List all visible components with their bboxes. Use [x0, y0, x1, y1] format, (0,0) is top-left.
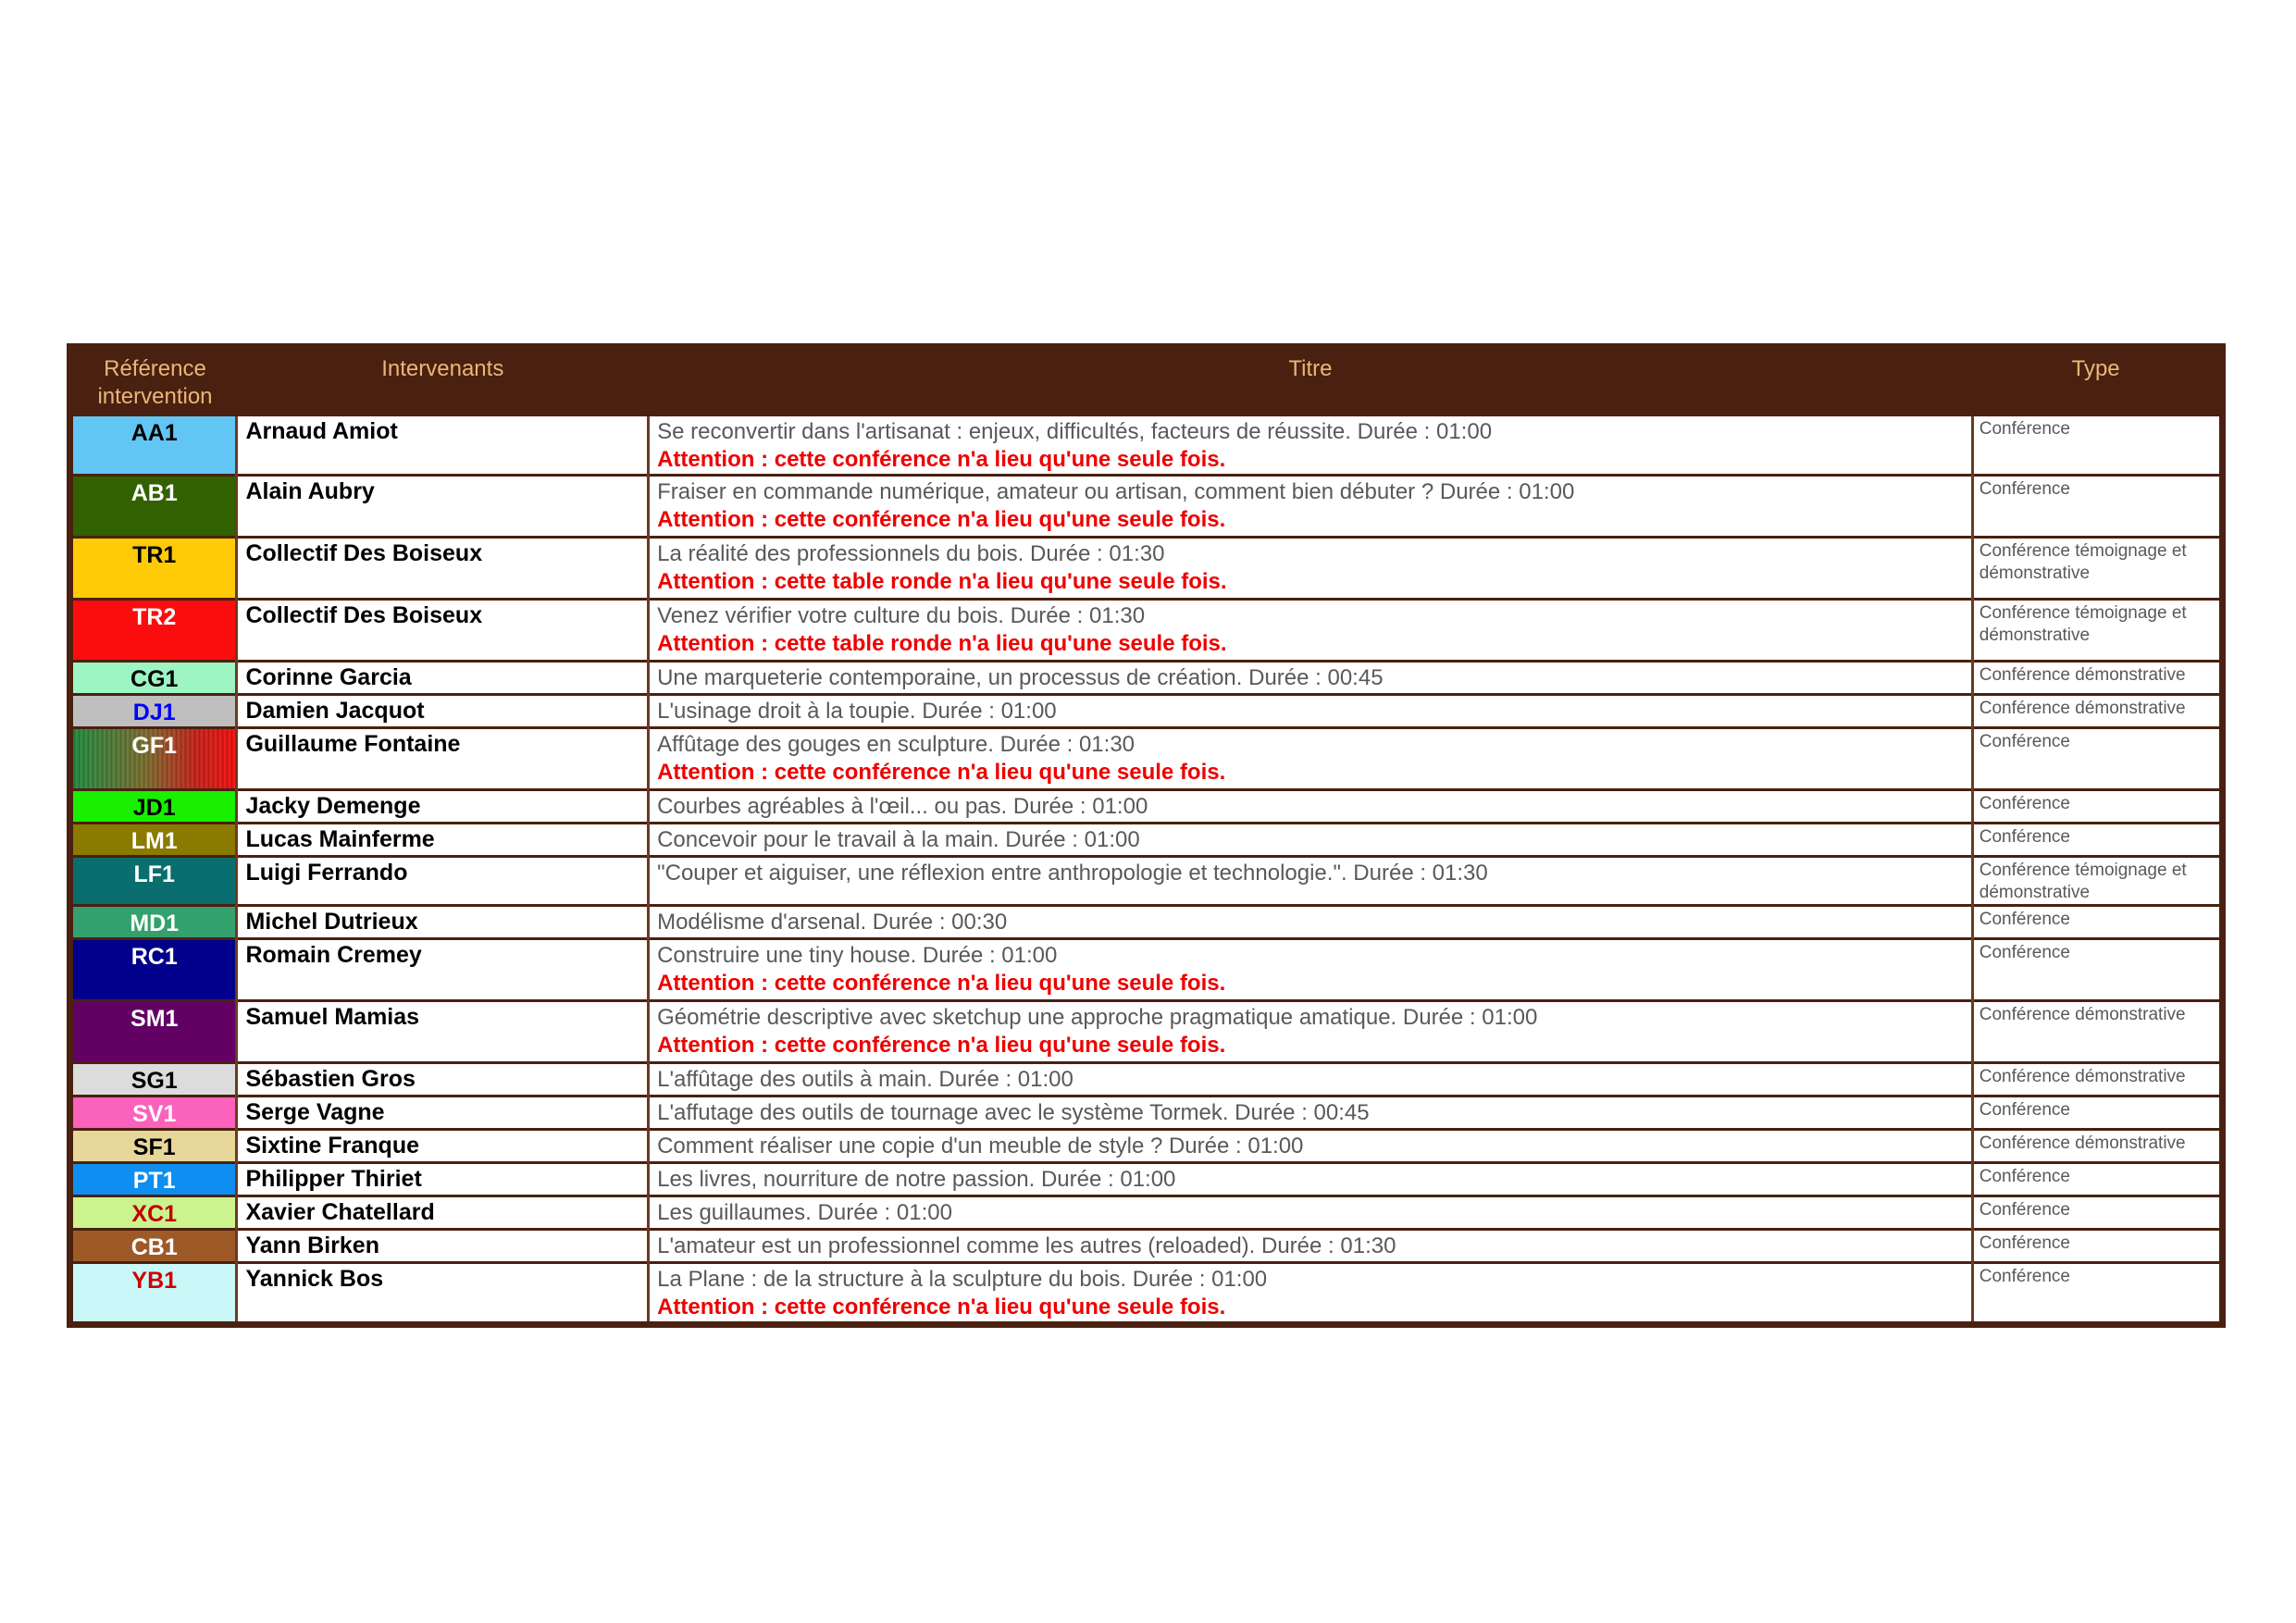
speaker-name-cell: Sixtine Franque	[237, 1130, 649, 1163]
title-cell	[649, 1130, 1973, 1163]
title-text: L'usinage droit à la toupie. Durée : 01:00	[657, 699, 1057, 724]
column-header-reference-line1: Référence	[104, 356, 206, 381]
speaker-name-cell: Yann Birken	[237, 1230, 649, 1263]
title-text: La réalité des professionnels du bois. Durée : 01:30	[657, 541, 1165, 566]
table-row	[70, 1163, 2223, 1196]
title-warning-text: Attention : cette conférence n'a lieu qu'une seule fois.	[657, 971, 1226, 996]
title-text: Venez vérifier votre culture du bois. Durée : 01:30	[657, 603, 1146, 628]
speaker-name-cell: Collectif Des Boiseux	[237, 600, 649, 662]
title-text: Affûtage des gouges en sculpture. Durée : 01:30	[657, 732, 1136, 757]
type-cell: Conférence	[1972, 1230, 2222, 1263]
title-cell	[649, 1063, 1973, 1096]
type-cell: Conférence	[1972, 824, 2222, 857]
title-cell	[649, 1196, 1973, 1230]
type-cell: Conférence	[1972, 728, 2222, 790]
table-row	[70, 416, 2223, 476]
table-row	[70, 476, 2223, 538]
reference-cell: XC1	[70, 1196, 237, 1230]
speaker-name-cell: Guillaume Fontaine	[237, 728, 649, 790]
title-cell	[649, 939, 1973, 1001]
title-text: Les livres, nourriture de notre passion. Durée : 01:00	[657, 1167, 1176, 1192]
table-row	[70, 1130, 2223, 1163]
reference-cell: RC1	[70, 939, 237, 1001]
title-cell	[649, 600, 1973, 662]
reference-cell: CG1	[70, 662, 237, 695]
speaker-name-cell: Serge Vagne	[237, 1096, 649, 1130]
speaker-name-cell: Luigi Ferrando	[237, 857, 649, 906]
title-text: Construire une tiny house. Durée : 01:00	[657, 943, 1058, 968]
reference-cell: YB1	[70, 1263, 237, 1325]
type-cell: Conférence démonstrative	[1972, 695, 2222, 728]
speaker-name-cell: Lucas Mainferme	[237, 824, 649, 857]
speaker-name-cell: Yannick Bos	[237, 1263, 649, 1325]
reference-cell: SM1	[70, 1001, 237, 1063]
type-cell: Conférence	[1972, 1163, 2222, 1196]
title-text: L'amateur est un professionnel comme les autres (reloaded). Durée : 01:30	[657, 1233, 1396, 1258]
title-cell	[649, 538, 1973, 600]
table-row	[70, 1001, 2223, 1063]
title-cell	[649, 662, 1973, 695]
speaker-name-cell: Philipper Thiriet	[237, 1163, 649, 1196]
title-warning-text: Attention : cette table ronde n'a lieu qu'une seule fois.	[657, 631, 1227, 656]
reference-cell: CB1	[70, 1230, 237, 1263]
title-cell	[649, 1163, 1973, 1196]
speaker-name-cell: Damien Jacquot	[237, 695, 649, 728]
title-warning-text: Attention : cette table ronde n'a lieu qu'une seule fois.	[657, 569, 1227, 594]
title-warning-text: Attention : cette conférence n'a lieu qu'une seule fois.	[657, 1033, 1226, 1058]
speaker-name-cell: Sébastien Gros	[237, 1063, 649, 1096]
title-text: "Couper et aiguiser, une réflexion entre anthropologie et technologie.". Durée : 01:30	[657, 861, 1488, 886]
title-cell	[649, 906, 1973, 939]
table-row	[70, 695, 2223, 728]
type-cell: Conférence	[1972, 1196, 2222, 1230]
title-warning-text: Attention : cette conférence n'a lieu qu'une seule fois.	[657, 760, 1226, 785]
reference-cell: AA1	[70, 416, 237, 476]
column-header-reference	[70, 347, 237, 417]
table-row	[70, 857, 2223, 906]
reference-cell: SV1	[70, 1096, 237, 1130]
title-cell	[649, 416, 1973, 476]
header-row	[70, 347, 2223, 417]
type-cell: Conférence témoignage et démonstrative	[1972, 538, 2222, 600]
column-header-intervenants: Intervenants	[237, 347, 649, 417]
title-text: La Plane : de la structure à la sculpture du bois. Durée : 01:00	[657, 1267, 1268, 1292]
schedule-sheet	[67, 343, 2226, 1328]
table-body	[70, 416, 2223, 1325]
reference-cell: DJ1	[70, 695, 237, 728]
conference-schedule-table	[67, 343, 2226, 1328]
table-row	[70, 600, 2223, 662]
column-header-type: Type	[1972, 347, 2222, 417]
column-header-titre: Titre	[649, 347, 1973, 417]
title-text: Se reconvertir dans l'artisanat : enjeux, difficultés, facteurs de réussite. Durée : 01:00	[657, 419, 1493, 444]
title-text: L'affutage des outils de tournage avec le système Tormek. Durée : 00:45	[657, 1100, 1370, 1125]
type-cell: Conférence	[1972, 790, 2222, 824]
title-text: Concevoir pour le travail à la main. Durée : 01:00	[657, 827, 1140, 852]
table-row	[70, 1063, 2223, 1096]
title-cell	[649, 1263, 1973, 1325]
reference-cell: SF1	[70, 1130, 237, 1163]
speaker-name-cell: Alain Aubry	[237, 476, 649, 538]
type-cell: Conférence témoignage et démonstrative	[1972, 857, 2222, 906]
table-row	[70, 1230, 2223, 1263]
reference-cell: SG1	[70, 1063, 237, 1096]
table-row	[70, 906, 2223, 939]
speaker-name-cell: Collectif Des Boiseux	[237, 538, 649, 600]
type-cell: Conférence témoignage et démonstrative	[1972, 600, 2222, 662]
title-cell	[649, 790, 1973, 824]
title-text: Les guillaumes. Durée : 01:00	[657, 1200, 952, 1225]
title-warning-text: Attention : cette conférence n'a lieu qu'une seule fois.	[657, 507, 1226, 532]
column-header-reference-line2: intervention	[97, 384, 213, 409]
type-cell: Conférence démonstrative	[1972, 1063, 2222, 1096]
reference-cell: PT1	[70, 1163, 237, 1196]
type-cell: Conférence	[1972, 1096, 2222, 1130]
title-cell	[649, 1001, 1973, 1063]
title-text: Comment réaliser une copie d'un meuble de style ? Durée : 01:00	[657, 1134, 1304, 1158]
reference-cell: LM1	[70, 824, 237, 857]
table-row	[70, 1196, 2223, 1230]
speaker-name-cell: Arnaud Amiot	[237, 416, 649, 476]
title-text: Géométrie descriptive avec sketchup une approche pragmatique amatique. Durée : 01:00	[657, 1005, 1538, 1030]
reference-cell: AB1	[70, 476, 237, 538]
table-row	[70, 1096, 2223, 1130]
table-row	[70, 728, 2223, 790]
type-cell: Conférence démonstrative	[1972, 1130, 2222, 1163]
reference-cell: GF1	[70, 728, 237, 790]
speaker-name-cell: Romain Cremey	[237, 939, 649, 1001]
table-header	[70, 347, 2223, 417]
table-row	[70, 1263, 2223, 1325]
reference-cell: MD1	[70, 906, 237, 939]
table-row	[70, 662, 2223, 695]
title-cell	[649, 695, 1973, 728]
type-cell: Conférence	[1972, 416, 2222, 476]
title-text: Une marqueterie contemporaine, un processus de création. Durée : 00:45	[657, 665, 1384, 690]
title-cell	[649, 1096, 1973, 1130]
table-row	[70, 824, 2223, 857]
table-row	[70, 790, 2223, 824]
title-cell	[649, 857, 1973, 906]
type-cell: Conférence	[1972, 939, 2222, 1001]
type-cell: Conférence	[1972, 1263, 2222, 1325]
reference-cell: LF1	[70, 857, 237, 906]
table-row	[70, 538, 2223, 600]
title-text: Modélisme d'arsenal. Durée : 00:30	[657, 910, 1008, 935]
speaker-name-cell: Xavier Chatellard	[237, 1196, 649, 1230]
reference-cell: JD1	[70, 790, 237, 824]
table-row	[70, 939, 2223, 1001]
title-warning-text: Attention : cette conférence n'a lieu qu'une seule fois.	[657, 447, 1226, 472]
type-cell: Conférence	[1972, 906, 2222, 939]
title-cell	[649, 824, 1973, 857]
title-cell	[649, 728, 1973, 790]
title-warning-text: Attention : cette conférence n'a lieu qu'une seule fois.	[657, 1295, 1226, 1319]
speaker-name-cell: Michel Dutrieux	[237, 906, 649, 939]
title-cell	[649, 1230, 1973, 1263]
speaker-name-cell: Corinne Garcia	[237, 662, 649, 695]
speaker-name-cell: Samuel Mamias	[237, 1001, 649, 1063]
title-text: L'affûtage des outils à main. Durée : 01:00	[657, 1067, 1074, 1092]
title-text: Fraiser en commande numérique, amateur ou artisan, comment bien débuter ? Durée : 01:00	[657, 479, 1575, 504]
type-cell: Conférence démonstrative	[1972, 1001, 2222, 1063]
reference-cell: TR1	[70, 538, 237, 600]
title-cell	[649, 476, 1973, 538]
speaker-name-cell: Jacky Demenge	[237, 790, 649, 824]
type-cell: Conférence	[1972, 476, 2222, 538]
reference-cell: TR2	[70, 600, 237, 662]
title-text: Courbes agréables à l'œil... ou pas. Durée : 01:00	[657, 794, 1148, 819]
type-cell: Conférence démonstrative	[1972, 662, 2222, 695]
